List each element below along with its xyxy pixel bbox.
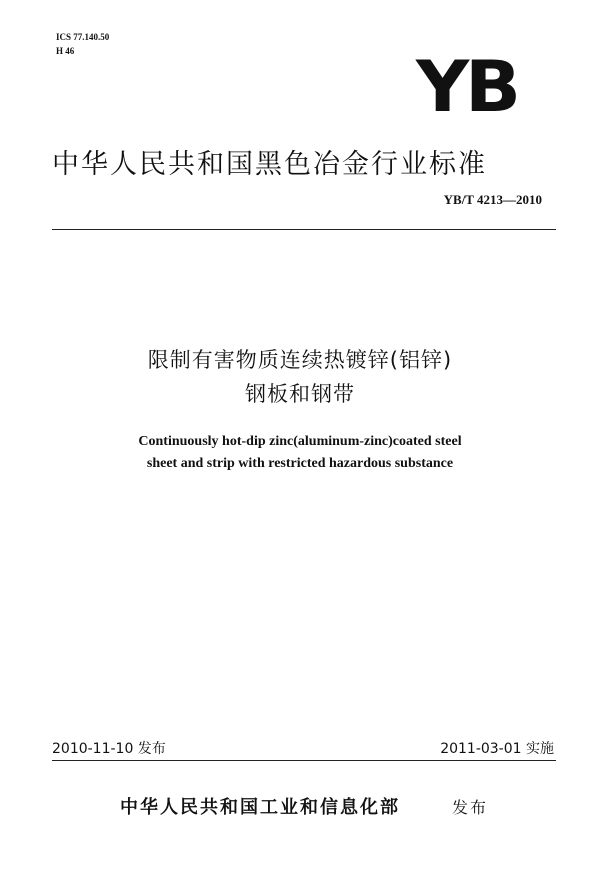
title-cn-line2: 钢板和钢带 xyxy=(245,382,355,406)
footer-divider xyxy=(52,760,556,761)
title-en-line1: Continuously hot-dip zinc(aluminum-zinc)coated steel xyxy=(138,434,462,449)
header-divider xyxy=(52,229,556,230)
ics-block xyxy=(56,30,109,58)
ics-code: ICS 77.140.50 xyxy=(56,32,110,42)
classification-code: H 46 xyxy=(56,46,75,56)
organization-title: 中华人民共和国黑色冶金行业标准 xyxy=(52,149,487,180)
title-cn-line1: 限制有害物质连续热镀锌(铝锌) xyxy=(147,348,453,372)
issue-label: 发布 xyxy=(452,798,489,817)
title-en-line2: sheet and strip with restricted hazardous substance xyxy=(146,456,454,471)
issuing-authority: 中华人民共和国工业和信息化部 xyxy=(120,797,400,818)
publish-date: 2010-11-10 发布 xyxy=(52,741,166,757)
standard-code: YB/T 4213—2010 xyxy=(443,192,542,207)
yb-logo: YB xyxy=(416,46,517,128)
effective-date: 2011-03-01 实施 xyxy=(440,741,554,757)
